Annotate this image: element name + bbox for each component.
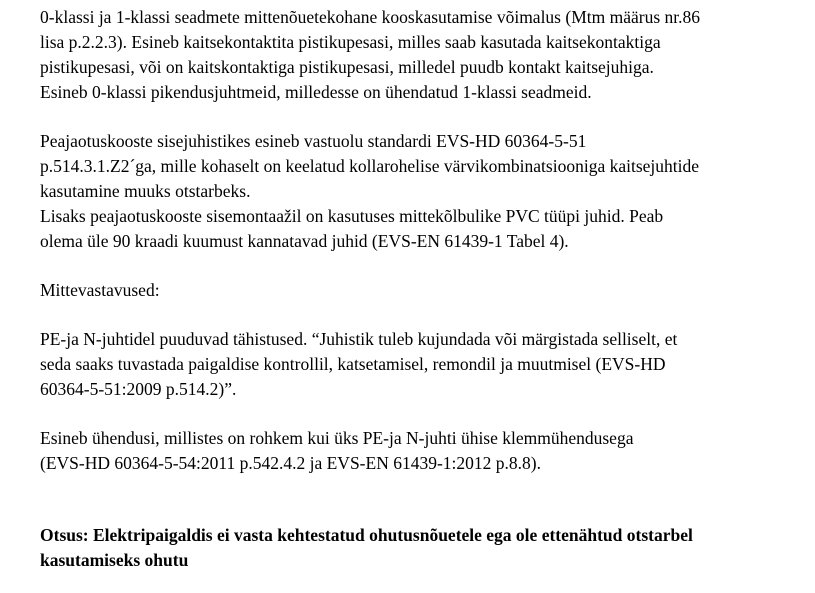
paragraph-spacer (40, 303, 810, 327)
text-line: p.514.3.1.Z2´ga, mille kohaselt on keelatud kollarohelise värvikombinatsiooniga kaitsejuhtide (40, 156, 700, 176)
paragraph-spacer (40, 402, 810, 426)
text-line: (EVS-HD 60364-5-54:2011 p.542.4.2 ja EVS-EN 61439-1:2012 p.8.8). (40, 453, 541, 473)
paragraph-pvc-wires (40, 204, 810, 254)
text-line: kasutamiseks ohutu (40, 550, 189, 570)
nonconformities-heading (40, 278, 810, 303)
text-line: Otsus: Elektripaigaldis ei vasta kehtestatud ohutusnõuetele ega ole ettenähtud otstarbel (40, 525, 693, 545)
paragraph-pe-n-markings (40, 327, 810, 402)
text-line: Lisaks peajaotuskooste sisemontaažil on kasutuses mittekõlbulike PVC tüüpi juhid. Peab (40, 206, 664, 226)
text-line: 60364-5-51:2009 p.514.2)”. (40, 379, 237, 399)
paragraph-spacer (40, 254, 810, 278)
text-line: PE-ja N-juhtidel puuduvad tähistused. “Juhistik tuleb kujundada või märgistada selliselt, et (40, 329, 678, 349)
heading-text: Mittevastavused: (40, 280, 160, 300)
text-line: olema üle 90 kraadi kuumust kannatavad juhid (EVS-EN 61439-1 Tabel 4). (40, 231, 569, 251)
text-line: Esineb 0-klassi pikendusjuhtmeid, milledesse on ühendatud 1-klassi seadmeid. (40, 82, 592, 102)
document-page (40, 5, 810, 573)
text-line: Peajaotuskooste sisejuhistikes esineb vastuolu standardi EVS-HD 60364-5-51 (40, 131, 587, 151)
text-line: pistikupesasi, või on kaitskontaktiga pistikupesasi, milledel puudb kontakt kaitsejuhiga. (40, 57, 654, 77)
paragraph-spacer (40, 476, 810, 523)
paragraph-class-compatibility (40, 5, 810, 105)
decision-statement (40, 523, 810, 573)
paragraph-shared-terminals (40, 426, 810, 476)
text-line: seda saaks tuvastada paigaldise kontrollil, katsetamisel, remondil ja muutmisel (EVS-HD (40, 354, 666, 374)
paragraph-spacer (40, 105, 810, 129)
text-line: 0-klassi ja 1-klassi seadmete mittenõuetekohane kooskasutamise võimalus (Mtm määrus nr.86 (40, 7, 701, 27)
text-line: kasutamine muuks otstarbeks. (40, 181, 251, 201)
text-line: Esineb ühendusi, millistes on rohkem kui üks PE-ja N-juhti ühise klemmühendusega (40, 428, 634, 448)
text-line: lisa p.2.2.3). Esineb kaitsekontaktita pistikupesasi, milles saab kasutada kaitsekontaktiga (40, 32, 661, 52)
paragraph-main-distribution-wiring (40, 129, 810, 204)
